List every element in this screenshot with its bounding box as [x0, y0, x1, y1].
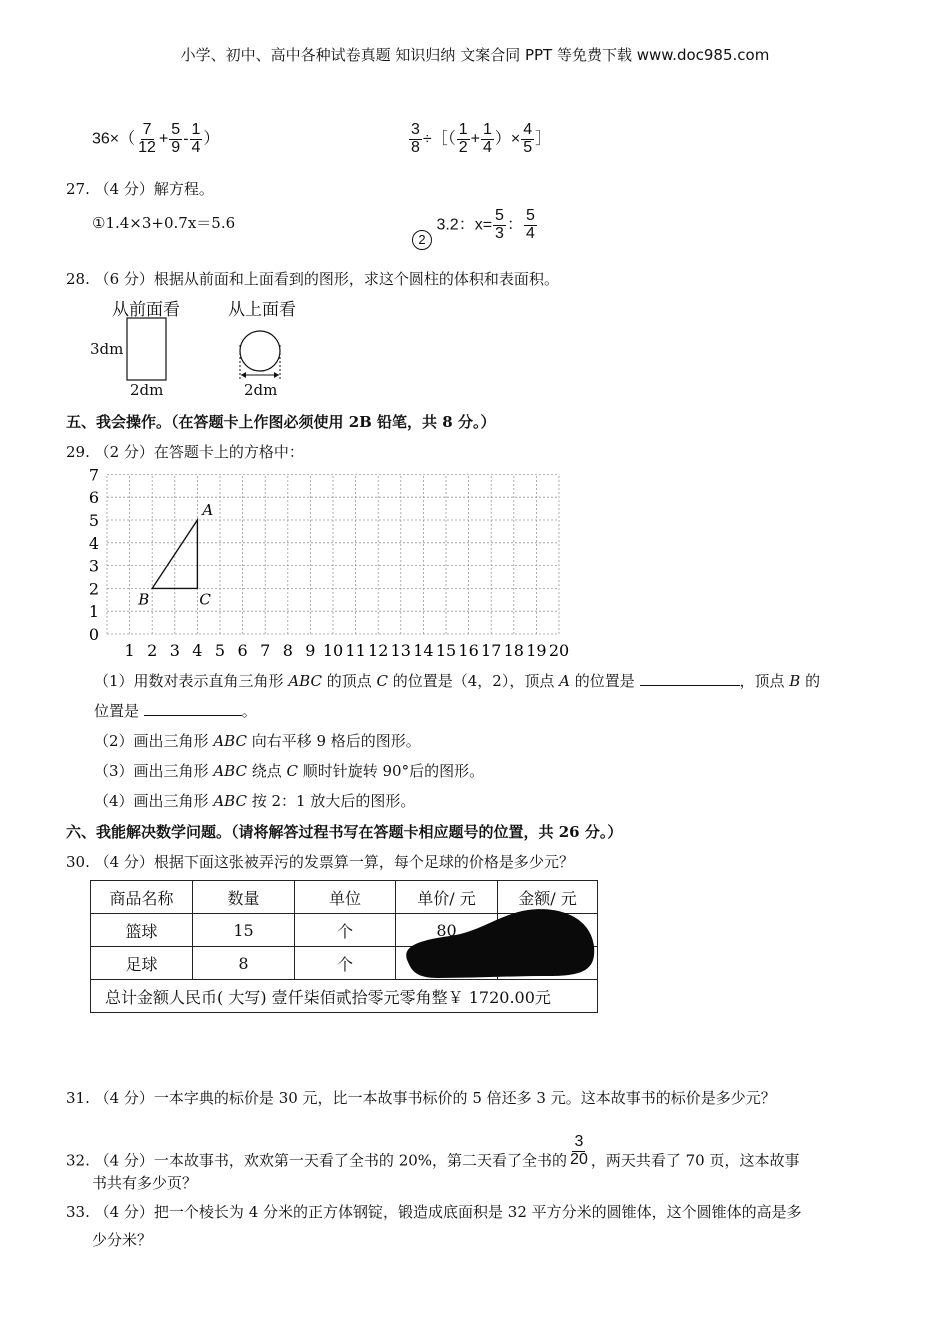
q33-text-cont: 少分米？	[92, 1231, 153, 1249]
q29-part-1: （1）用数对表示直角三角形 ABC 的顶点 C 的位置是（4，2），顶点 A 的位置是 ，顶点 B 的	[94, 672, 821, 690]
expr2-frac2: $\frac{1}{4}$	[482, 121, 492, 156]
x-tick-label: 14	[413, 641, 434, 660]
x-tick-label: 1	[124, 641, 135, 660]
y-tick-label: 4	[88, 533, 100, 553]
top-width-label: 2dm	[244, 381, 278, 399]
x-tick-label: 16	[458, 641, 479, 660]
front-view-label: 从前面看	[112, 300, 180, 320]
invoice-total: 总计金额人民币( 大写) 壹仟柒佰贰拾零元零角整￥ 1720.00元	[91, 980, 598, 1013]
coordinate-grid	[80, 466, 580, 666]
q31-text: 31. （4 分）一本字典的标价是 30 元，比一本故事书标价的 5 倍还多 3 元。这本故事书的标价是多少元？	[66, 1089, 776, 1107]
x-tick-label: 6	[237, 641, 248, 660]
x-tick-label: 12	[368, 641, 389, 660]
header-item-name: 商品名称	[91, 881, 193, 914]
x-tick-label: 15	[435, 641, 457, 660]
y-tick-label: 3	[88, 556, 100, 576]
ink-stain	[400, 906, 596, 980]
x-tick-label: 9	[305, 641, 316, 660]
triangle-abc	[152, 520, 197, 588]
calc-expression-1: 36×（ $\frac{7}{12}$ + $\frac{5}{9}$ - $\frac{1}{4}$ ）	[92, 121, 220, 156]
eq2-frac1: $\frac{5}{3}$	[495, 207, 504, 242]
q29-title: 29. （2 分）在答题卡上的方格中：	[66, 443, 304, 461]
answer-blank-vertex-b[interactable]	[144, 701, 242, 716]
x-tick-label: 11	[345, 641, 366, 660]
cell-unit: 个	[295, 947, 396, 980]
q27-title: 27. （4 分）解方程。	[66, 180, 214, 198]
x-tick-label: 18	[503, 641, 524, 660]
expr2-frac1: $\frac{1}{2}$	[458, 121, 468, 156]
x-tick-label: 3	[169, 641, 180, 660]
x-tick-label: 10	[322, 641, 344, 660]
x-tick-label: 4	[192, 641, 203, 660]
x-tick-label: 19	[526, 641, 547, 660]
cell-quantity: 8	[193, 947, 295, 980]
x-tick-label: 17	[481, 641, 502, 660]
q29-part-4: （4）画出三角形 ABC 按 2：1 放大后的图形。	[94, 792, 416, 810]
eq2-frac2: $\frac{5}{4}$	[525, 207, 535, 242]
q30-title: 30. （4 分）根据下面这张被弄污的发票算一算，每个足球的价格是多少元？	[66, 853, 574, 871]
q32-fraction: $\frac{3}{20}$	[570, 1133, 588, 1168]
y-tick-label: 2	[88, 579, 100, 599]
cell-item: 篮球	[91, 914, 193, 947]
header-quantity: 数量	[193, 881, 295, 914]
cell-item: 足球	[91, 947, 193, 980]
header-amount: 金额/ 元	[498, 881, 598, 914]
q33-text: 33. （4 分）把一个棱长为 4 分米的正方体钢锭，锻造成底面积是 32 平方分米的圆锥体，这个圆锥体的高是多	[66, 1203, 802, 1221]
header-unit-price: 单价/ 元	[396, 881, 498, 914]
top-view-circle	[240, 331, 280, 371]
q27-equation-2: 2 3.2：x= $\frac{5}{3}$ ： $\frac{5}{4}$	[412, 208, 538, 243]
expr1-prefix: 36×（	[92, 130, 136, 148]
circled-number-2: 2	[412, 230, 432, 250]
y-tick-label: 0	[88, 625, 100, 644]
q32-text-cont: 书共有多少页？	[92, 1174, 198, 1192]
cylinder-views-figure	[120, 315, 300, 385]
expr2-frac3: $\frac{4}{5}$	[523, 121, 533, 156]
cell-unit-price: 80	[396, 914, 498, 947]
q29-part-1-cont: 位置是 。	[94, 702, 257, 720]
q27-equation-1: ①1.4×3+0.7x＝5.6	[92, 214, 236, 232]
vertex-label-a: A	[202, 501, 214, 519]
cell-quantity: 15	[193, 914, 295, 947]
top-view-label: 从上面看	[228, 300, 296, 320]
expr1-frac3: $\frac{1}{4}$	[191, 121, 201, 156]
expr1-frac2: $\frac{5}{9}$	[171, 121, 181, 156]
section-6-heading: 六、我能解决数学问题。（请将解答过程书写在答题卡相应题号的位置，共 26 分。）	[66, 823, 623, 841]
q32-text: 32. （4 分）一本故事书，欢欢第一天看了全书的 20%，第二天看了全书的 $\frac{3}{20}$ ，两天共看了 70 页，这本故事	[66, 1133, 800, 1170]
invoice-total-row	[91, 980, 598, 1013]
x-tick-label: 20	[548, 641, 570, 660]
x-tick-label: 5	[214, 641, 226, 660]
q29-part-3: （3）画出三角形 ABC 绕点 C 顺时针旋转 90°后的图形。	[94, 762, 485, 780]
cylinder-height-label: 3dm	[90, 340, 124, 358]
x-tick-label: 2	[147, 641, 158, 660]
cell-unit: 个	[295, 914, 396, 947]
q29-part-2: （2）画出三角形 ABC 向右平移 9 格后的图形。	[94, 732, 421, 750]
answer-blank-vertex-a[interactable]	[640, 671, 740, 686]
y-tick-label: 6	[88, 488, 100, 508]
q28-title: 28. （6 分）根据从前面和上面看到的图形，求这个圆柱的体积和表面积。	[66, 270, 559, 288]
y-tick-label: 7	[88, 466, 100, 485]
y-tick-label: 1	[88, 602, 100, 622]
x-tick-label: 7	[260, 641, 271, 660]
front-width-label: 2dm	[130, 381, 164, 399]
calc-expression-2: $\frac{3}{8}$ ÷［（ $\frac{1}{2}$ + $\frac{1}{4}$ ）× $\frac{4}{5}$ ］	[411, 121, 552, 156]
vertex-label-b: B	[138, 590, 150, 609]
section-5-heading: 五、我会操作。（在答题卡上作图必须使用 2B 铅笔，共 8 分。）	[66, 413, 496, 431]
vertex-label-c: C	[199, 590, 211, 609]
expr1-frac1: $\frac{7}{12}$	[138, 121, 156, 156]
front-view-rectangle	[127, 318, 166, 380]
header-unit: 单位	[295, 881, 396, 914]
expr2-frac0: $\frac{3}{8}$	[411, 121, 420, 156]
x-tick-label: 13	[390, 641, 411, 660]
page-header: 小学、初中、高中各种试卷真题 知识归纳 文案合同 PPT 等免费下载 www.doc985.com	[180, 46, 770, 64]
y-tick-label: 5	[88, 511, 100, 530]
x-tick-label: 8	[282, 641, 293, 660]
